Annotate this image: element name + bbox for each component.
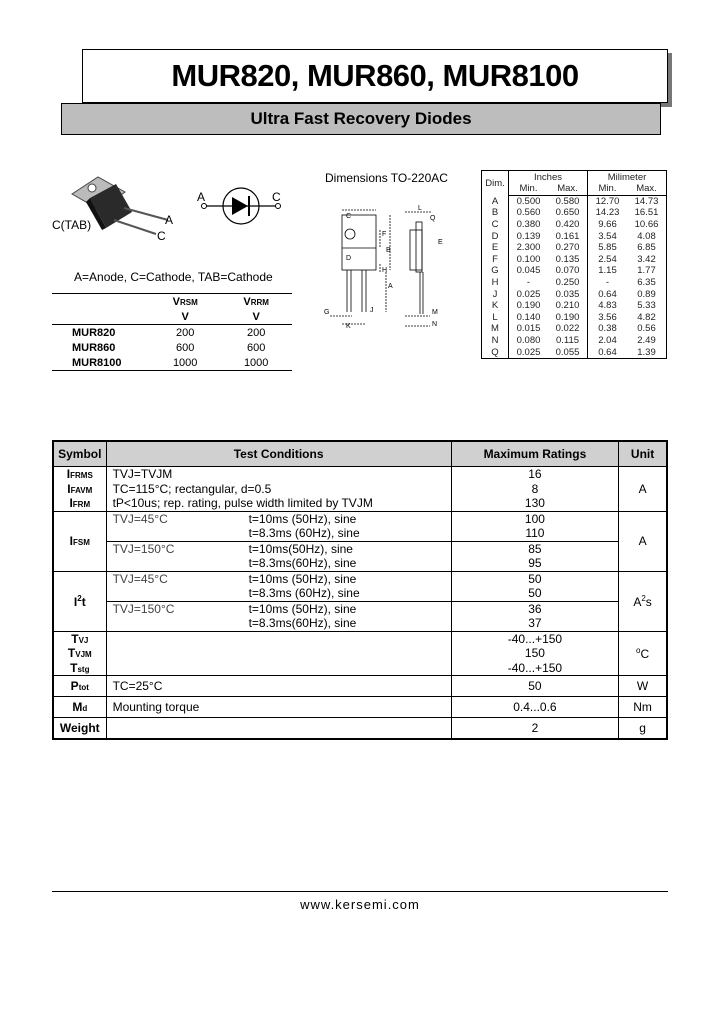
table-row: H - 0.250 - 6.35 [482, 277, 667, 289]
table-row: IFRMS IFAVM IFRM TVJ=TVJM TC=115°C; rectangular, d=0.5 tP<10us; rep. rating, pulse width limited by TVJM 16 8 130 A [53, 467, 667, 512]
table-row: M 0.015 0.022 0.38 0.56 [482, 323, 667, 335]
page-title: MUR820, MUR860, MUR8100 [171, 58, 579, 93]
table-row: MUR8100 1000 1000 [52, 355, 292, 371]
drawing-label-a: A [388, 283, 393, 290]
drawing-label-k: K [346, 323, 351, 330]
voltage-table-units [52, 309, 292, 325]
ratings-table [52, 440, 668, 740]
drawing-label-j: J [370, 307, 374, 314]
mm-header: Milimeter [588, 171, 667, 184]
table-row: G 0.045 0.070 1.15 1.77 [482, 265, 667, 277]
dim-table-subheader: Min. Max. Min. Max. [482, 183, 667, 195]
table-row: D 0.139 0.161 3.54 4.08 [482, 230, 667, 242]
table-row: K 0.190 0.210 4.83 5.33 [482, 300, 667, 312]
pin-note: A=Anode, C=Cathode, TAB=Cathode [74, 270, 273, 284]
symbol-cathode-label: C [272, 190, 281, 204]
dim-header: Dim. [482, 171, 509, 196]
drawing-label-c: C [346, 213, 352, 220]
symbol-header: Symbol [53, 441, 106, 467]
cathode-label: C [157, 229, 166, 243]
table-row: F 0.100 0.135 2.54 3.42 [482, 254, 667, 266]
conditions-header: Test Conditions [106, 441, 451, 467]
table-row: Md Mounting torque 0.4...0.6 Nm [53, 697, 667, 718]
dim-table-header [482, 171, 667, 184]
ratings-header: Maximum Ratings [451, 441, 618, 467]
drawing-label-m: M [432, 309, 438, 316]
voltage-table [52, 293, 292, 371]
table-row: B 0.560 0.650 14.23 16.51 [482, 207, 667, 219]
symbol-anode-label: A [197, 190, 206, 204]
tab-label: C(TAB) [52, 218, 92, 232]
table-row: Q 0.025 0.055 0.64 1.39 [482, 346, 667, 358]
page-subtitle: Ultra Fast Recovery Diodes [250, 109, 472, 128]
table-row: C 0.380 0.420 9.66 10.66 [482, 219, 667, 231]
table-row: A 0.500 0.580 12.70 14.73 [482, 195, 667, 207]
drawing-label-e: E [438, 239, 443, 246]
vrrm-unit: V [220, 309, 292, 325]
mechanical-drawing [320, 200, 450, 335]
inches-header: Inches [509, 171, 588, 184]
table-row: MUR820 200 200 [72, 326, 266, 339]
dimensions-title: Dimensions TO-220AC [325, 171, 448, 185]
table-row: N 0.080 0.115 2.04 2.49 [482, 335, 667, 347]
drawing-label-f: F [382, 231, 387, 238]
table-row: E 2.300 0.270 5.85 6.85 [482, 242, 667, 254]
table-row: IFSM TVJ=45°C t=10ms (50Hz), sine t=8.3ms (60Hz), sine TVJ=150°C t=10ms(50Hz), sine t=8.3ms(60Hz), sine 100 110 85 95 A [53, 511, 667, 571]
voltage-table-header [52, 294, 292, 310]
vrsm-unit: V [150, 309, 220, 325]
anode-label: A [165, 213, 174, 227]
dimensions-table [481, 170, 667, 359]
table-row: L 0.140 0.190 3.56 4.82 [482, 312, 667, 324]
unit-header: Unit [619, 441, 667, 467]
drawing-label-q: Q [430, 215, 436, 222]
vrrm-header: VRRM [220, 294, 292, 310]
vrsm-header: VRSM [150, 294, 220, 310]
drawing-label-d: D [346, 255, 352, 262]
drawing-label-b: B [386, 247, 391, 254]
footer-url: www.kersemi.com [300, 897, 420, 912]
subtitle-box [61, 103, 661, 135]
footer-divider [52, 891, 668, 892]
table-row: TVJ TVJM Tstg -40...+150 150 -40...+150 $^o$C [53, 631, 667, 676]
table-row: $I^2t$ TVJ=45°C t=10ms (50Hz), sine t=8.3ms (60Hz), sine TVJ=150°C t=10ms (50Hz), sine t=8.3ms(60Hz), sine 50 50 36 37 $A^2s$ [53, 571, 667, 631]
table-row: MUR860 600 600 [72, 341, 266, 354]
table-row: Weight 2 g [53, 718, 667, 740]
drawing-label-g: G [324, 309, 330, 316]
drawing-label-n: N [432, 321, 438, 328]
table-row: J 0.025 0.035 0.64 0.89 [482, 288, 667, 300]
table-row: Ptot TC=25°C 50 W [53, 676, 667, 697]
drawing-label-h: H [382, 267, 388, 274]
ratings-table-header [53, 441, 667, 467]
title-box [82, 49, 668, 103]
drawing-label-l: L [418, 205, 422, 212]
